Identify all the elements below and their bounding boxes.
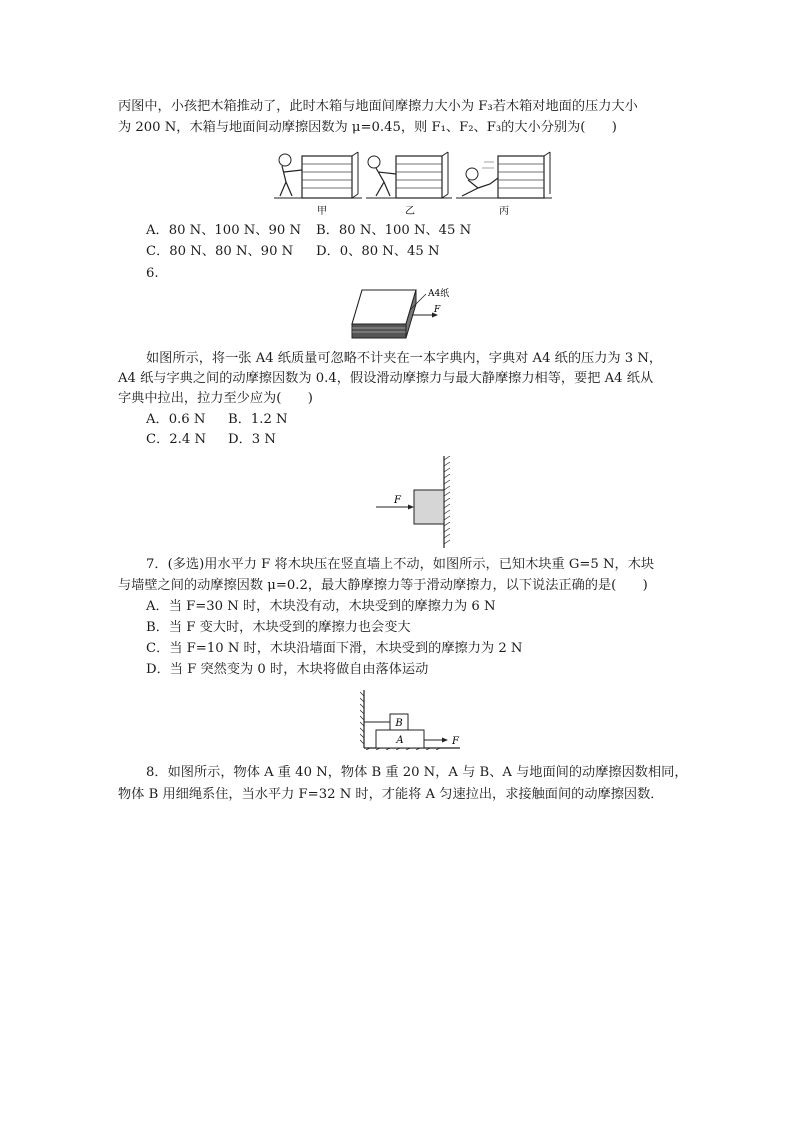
q6-text-line-1: 如图所示，将一张 A4 纸质量可忽略不计夹在一本字典内，字典对 A4 纸的压力为 3 N， xyxy=(146,351,663,366)
q7-figure-label-force: F xyxy=(394,495,401,506)
q7-option-d: D．当 F 突然变为 0 时，木块将做自由落体运动 xyxy=(146,662,429,677)
q6-option-c: C．2.4 N xyxy=(146,432,206,447)
q8-figure xyxy=(360,690,464,750)
q5-figure-label-yi: 乙 xyxy=(405,206,415,217)
dictionary-pages xyxy=(352,324,406,338)
q5-option-c: C．80 N、80 N、90 N xyxy=(146,244,294,259)
q5-option-d: D．0、80 N、45 N xyxy=(316,244,440,259)
wall-hatching xyxy=(444,456,450,544)
q5-figure-label-jia: 甲 xyxy=(317,206,327,217)
q6-figure-label-force: F xyxy=(434,305,441,315)
q7-text-line-1: 7．(多选)用水平力 F 将木块压在竖直墙上不动，如图所示，已知木块重 G=5 N，木块 xyxy=(146,557,655,572)
q5-figure-yi xyxy=(366,152,452,198)
q8-figure-label-a: A xyxy=(396,735,404,746)
q6-text-line-3: 字典中拉出，拉力至少应为( ) xyxy=(118,391,313,406)
q5-figure-label-bing: 丙 xyxy=(499,206,509,217)
q5-figure-bing xyxy=(456,152,552,198)
q7-text-line-2: 与墙壁之间的动摩擦因数 μ=0.2，最大静摩擦力等于滑动摩擦力，以下说法正确的是( ) xyxy=(118,578,648,593)
q8-figure-label-force: F xyxy=(452,736,459,747)
q5-text-line-1: 丙图中，小孩把木箱推动了，此时木箱与地面间摩擦力大小为 F₃若木箱对地面的压力大小 xyxy=(118,99,638,114)
q7-option-b: B．当 F 变大时，木块受到的摩擦力也会变大 xyxy=(146,620,411,635)
dictionary-cover xyxy=(352,290,416,324)
q5-options-row-1 xyxy=(146,221,471,241)
q5-figure-jia xyxy=(274,152,362,198)
q5-text-line-2: 为 200 N，木箱与地面间动摩擦因数为 μ=0.45，则 F₁、F₂、F₃的大小分别为( ) xyxy=(118,120,617,135)
q6-figure-label-paper: A4纸 xyxy=(428,289,450,299)
q5-figure xyxy=(272,148,552,218)
q5-option-b: B．80 N、100 N、45 N xyxy=(316,223,472,238)
q5-options-row-2 xyxy=(146,242,440,262)
q6-options-row-2 xyxy=(146,430,276,450)
q6-text-line-2: A4 纸与字典之间的动摩擦因数为 0.4，假设滑动摩擦力与最大静摩擦力相等，要把 A4 纸从 xyxy=(118,371,654,386)
q6-option-d: D．3 N xyxy=(228,432,276,447)
q6-option-b: B．1.2 N xyxy=(228,412,288,427)
q5-option-a: A．80 N、100 N、90 N xyxy=(146,223,302,238)
q7-option-c: C．当 F=10 N 时，木块沿墙面下滑，木块受到的摩擦力为 2 N xyxy=(146,641,523,656)
q6-figure xyxy=(350,282,470,342)
q6-option-a: A．0.6 N xyxy=(146,412,206,427)
wood-block xyxy=(414,490,444,524)
q6-options-row-1 xyxy=(146,410,288,430)
q8-text-line-2: 物体 B 用细绳系住，当水平力 F=32 N 时，才能将 A 匀速拉出，求接触面间的动摩擦因数． xyxy=(118,787,664,802)
q8-text-line-1: 8．如图所示，物体 A 重 40 N，物体 B 重 20 N，A 与 B、A 与地面间的动摩擦因数相同， xyxy=(146,765,688,780)
q7-option-a: A．当 F=30 N 时，木块没有动，木块受到的摩擦力为 6 N xyxy=(146,599,496,614)
q6-number: 6. xyxy=(146,266,159,281)
q7-figure xyxy=(372,456,456,548)
q8-wall-hatching xyxy=(360,692,364,744)
q8-figure-label-b: B xyxy=(395,718,403,729)
